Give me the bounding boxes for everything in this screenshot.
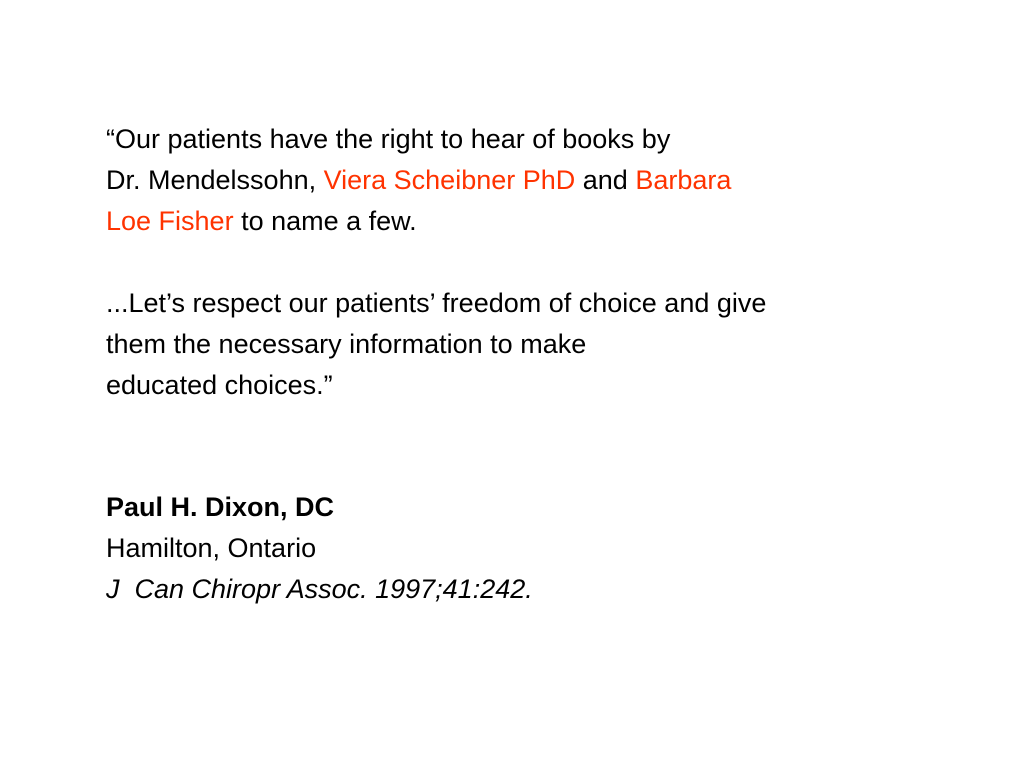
quote-line-1: “Our patients have the right to hear of books by (106, 124, 671, 154)
attribution-block (106, 487, 986, 610)
journal-citation: J Can Chiropr Assoc. 1997;41:242. (106, 574, 533, 604)
quote-paragraph-2 (106, 283, 986, 406)
quote-line-3-end: to name a few. (233, 206, 417, 236)
quote-para2-line-1: ...Let’s respect our patients’ freedom of choice and give (106, 288, 767, 318)
quote-block (106, 119, 986, 406)
highlight-name-fisher-part1: Barbara (635, 165, 732, 195)
highlight-name-fisher-part2: Loe Fisher (106, 206, 234, 236)
author-name: Paul H. Dixon, DC (106, 492, 335, 522)
quote-para2-line-2: them the necessary information to make (106, 329, 587, 359)
quote-line-2-start: Dr. Mendelssohn, (106, 165, 324, 195)
author-location: Hamilton, Ontario (106, 533, 317, 563)
quote-para2-line-3: educated choices.” (106, 370, 333, 400)
quote-paragraph-1 (106, 119, 986, 242)
quote-and: and (575, 165, 636, 195)
highlight-name-scheibner: Viera Scheibner PhD (323, 165, 576, 195)
